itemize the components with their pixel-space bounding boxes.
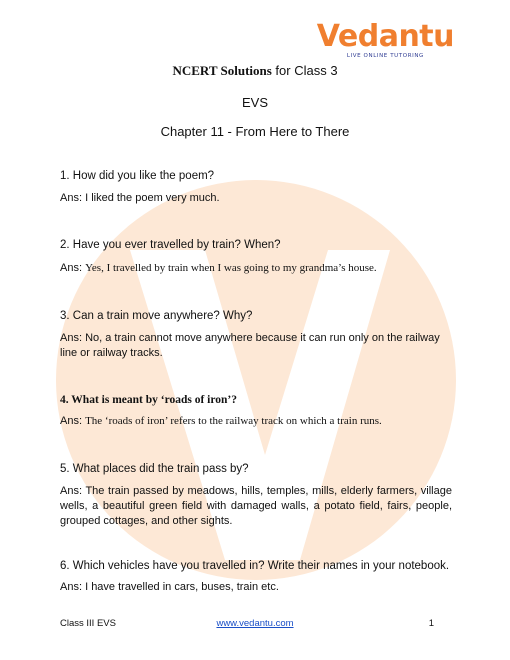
answer-prefix: Ans: [60,485,86,497]
answer-prefix: Ans: [60,262,86,274]
question-6: 6. Which vehicles have you travelled in? Write their names in your notebook. [60,560,450,572]
vedantu-logo [316,19,454,59]
answer-prefix: Ans: [60,192,86,204]
question-5: 5. What places did the train pass by? [60,463,249,475]
question-3: 3. Can a train move anywhere? Why? [60,310,253,322]
chapter-heading: Chapter 11 - From Here to There [160,124,350,139]
answer-prefix: Ans: [60,581,86,593]
answer-prefix: Ans: [60,332,86,344]
answer-1 [60,191,452,206]
question-4: 4. What is meant by ‘roads of iron’? [60,394,237,406]
answer-text: The ‘roads of iron’ refers to the railway track on which a train runs. [85,415,382,427]
answer-6 [60,580,452,595]
page-title [0,63,510,79]
answer-text: No, a train cannot move anywhere because it can run only on the railway line or railway tracks. [60,332,440,359]
answer-text: I have travelled in cars, buses, train etc. [85,581,279,593]
answer-text: I liked the poem very much. [85,192,220,204]
footer-website-link[interactable]: www.vedantu.com [216,618,294,629]
answer-prefix: Ans: [60,415,86,427]
footer-page-number: 1 [428,618,434,629]
answer-5 [60,484,452,529]
answer-4 [60,414,452,429]
subject-heading: EVS [241,95,268,110]
answer-text: The train passed by meadows, hills, temples, mills, elderly farmers, village wells, a beautiful green field with damaged walls, a potato field, fairs, people, grouped cottages, and other sights. [60,485,452,527]
question-1: 1. How did you like the poem? [60,170,215,182]
title-bold: NCERT Solutions [172,63,272,78]
title-rest: for Class 3 [271,63,338,78]
footer-class-label: Class III EVS [60,618,116,629]
answer-2 [60,261,452,276]
answer-text: Yes, I travelled by train when I was going to my grandma’s house. [85,262,377,274]
answer-3 [60,331,452,361]
logo-tagline: LIVE ONLINE TUTORING [346,53,424,59]
question-2: 2. Have you ever travelled by train? When? [60,239,281,251]
logo-wordmark: Vedantu [316,19,454,54]
